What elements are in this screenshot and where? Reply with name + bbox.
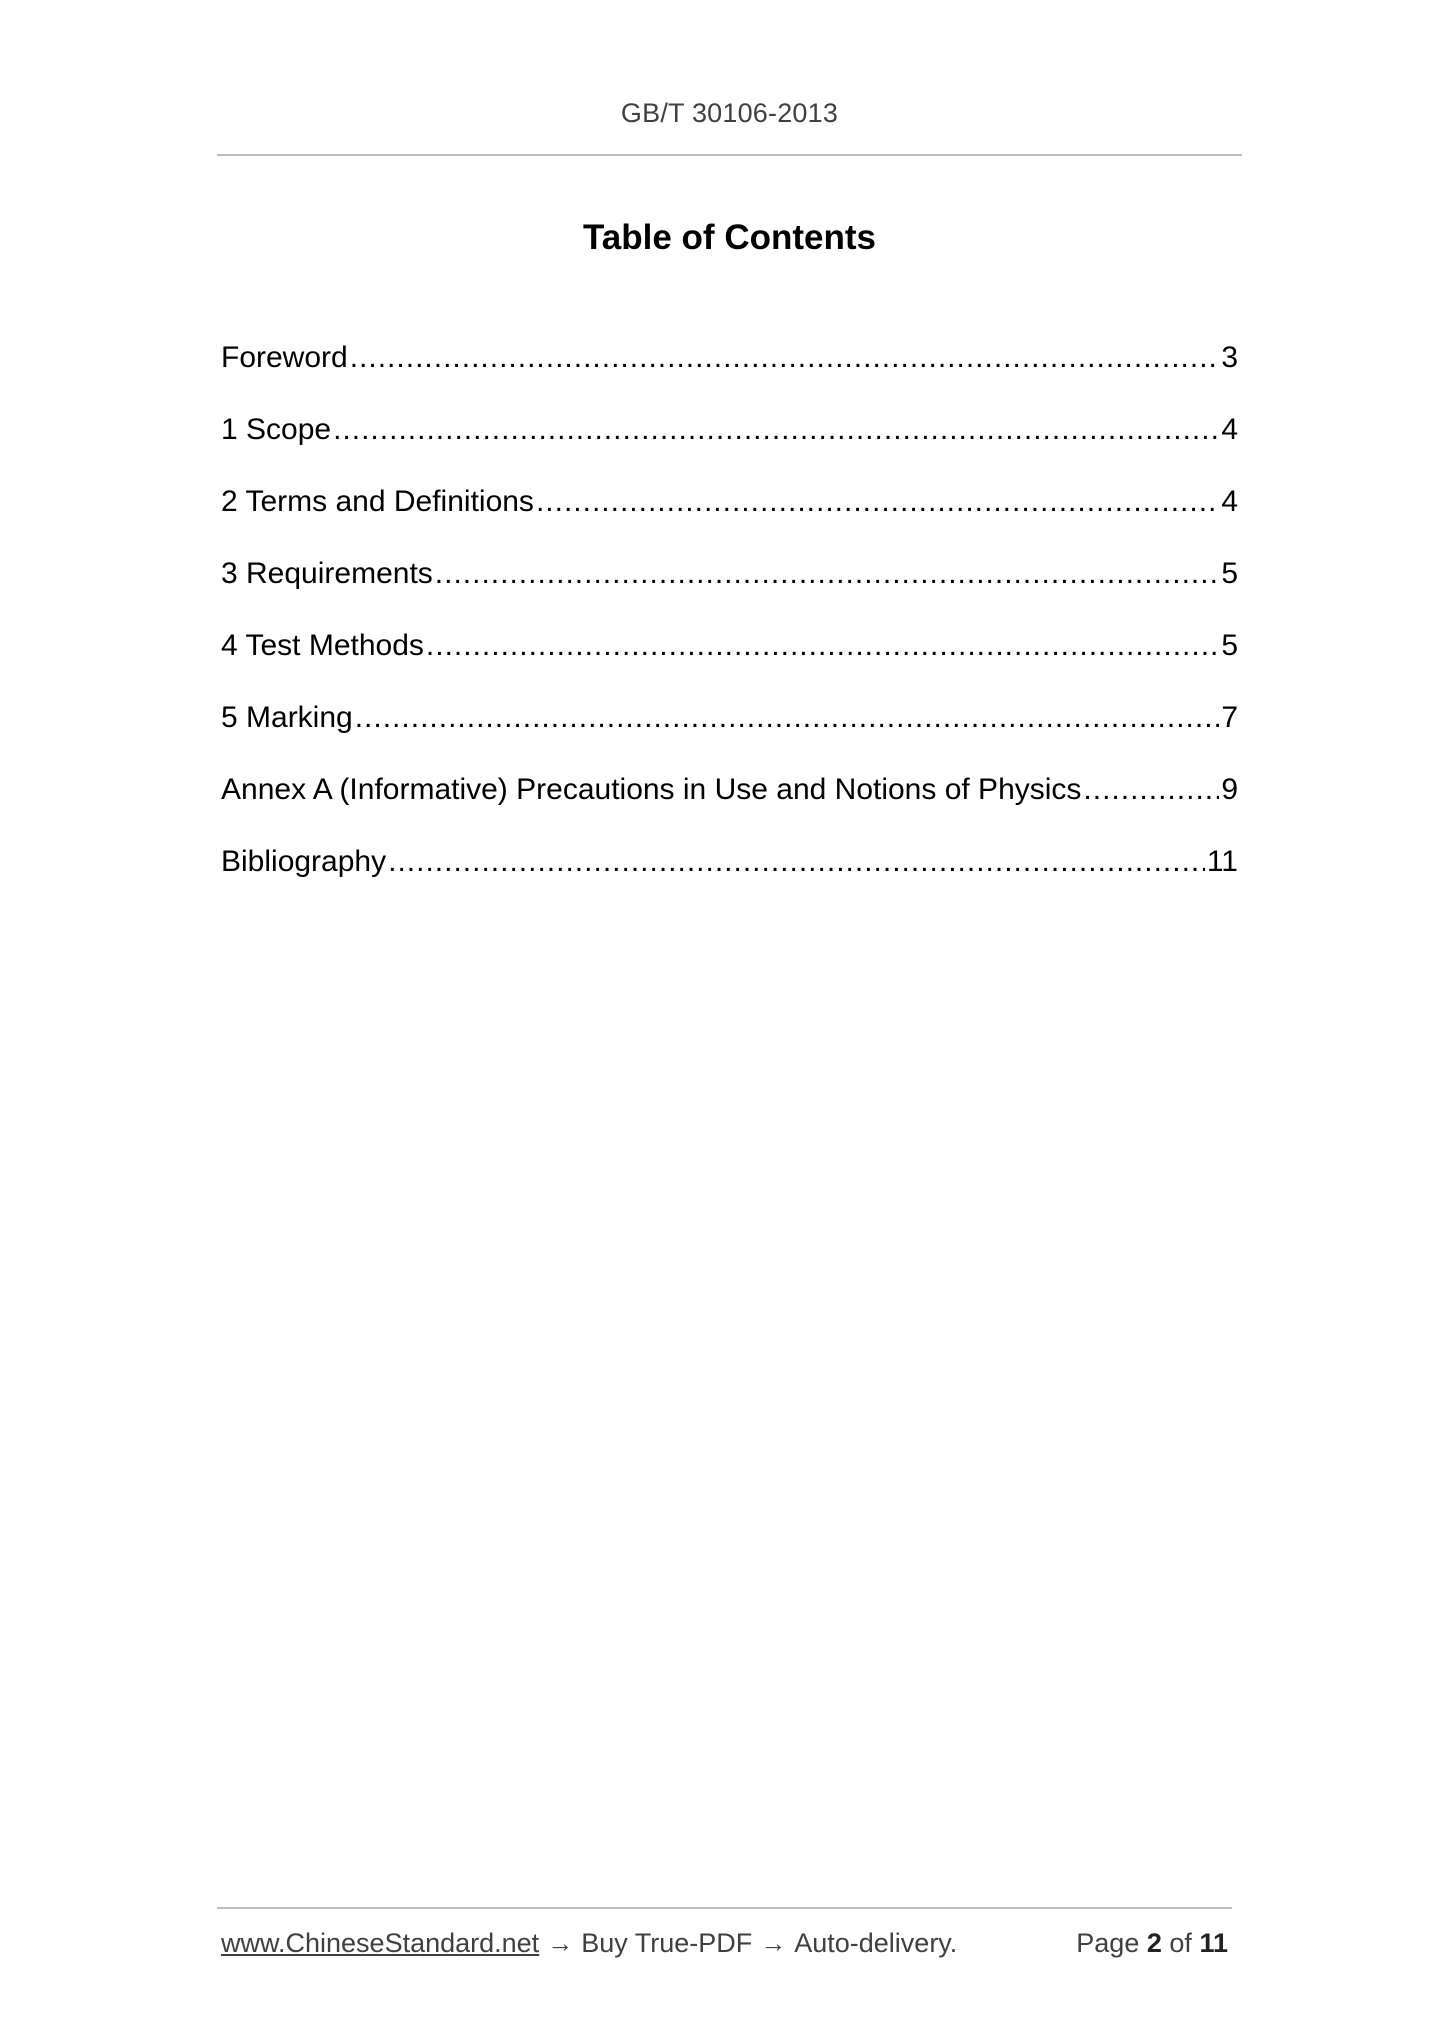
toc-dot-leader xyxy=(536,482,1219,522)
arrow-right-icon: → xyxy=(547,1928,574,1958)
toc-entry-label: Bibliography xyxy=(221,845,387,878)
toc-entry-label: 1 Scope xyxy=(221,413,332,446)
toc-entry-annex-a[interactable] xyxy=(221,770,1238,842)
toc-entry-bibliography[interactable] xyxy=(221,842,1238,914)
toc-dot-leader xyxy=(435,554,1220,594)
footer-promo xyxy=(221,1928,957,1959)
toc-entry-page: 5 xyxy=(1221,557,1238,590)
site-link[interactable]: www.ChineseStandard.net xyxy=(221,1928,540,1958)
toc-entry-page: 7 xyxy=(1221,701,1238,734)
of-word: of xyxy=(1169,1928,1192,1958)
buy-text: Buy True-PDF xyxy=(581,1928,753,1958)
page-footer xyxy=(221,1928,1232,1959)
toc-entry-page: 4 xyxy=(1221,413,1238,446)
toc-entry-requirements[interactable] xyxy=(221,554,1238,626)
toc-entry-page: 4 xyxy=(1221,485,1238,518)
toc-entry-label: Annex A (Informative) Precautions in Use and Notions of Physics xyxy=(221,773,1082,806)
toc-entry-terms-and-definitions[interactable] xyxy=(221,482,1238,554)
total-pages-number: 11 xyxy=(1199,1928,1228,1958)
toc-dot-leader xyxy=(333,410,1219,450)
toc-list xyxy=(221,338,1238,914)
toc-entry-page: 3 xyxy=(1221,341,1238,374)
page-title: Table of Contents xyxy=(583,218,876,257)
toc-dot-leader xyxy=(426,626,1219,666)
toc-entry-page: 11 xyxy=(1206,845,1238,878)
toc-dot-leader xyxy=(1083,770,1219,810)
toc-entry-foreword[interactable] xyxy=(221,338,1238,410)
toc-dot-leader xyxy=(388,842,1205,882)
toc-entry-page: 9 xyxy=(1221,773,1238,806)
toc-entry-label: 4 Test Methods xyxy=(221,629,424,662)
toc-entry-label: 5 Marking xyxy=(221,701,353,734)
toc-entry-marking[interactable] xyxy=(221,698,1238,770)
toc-entry-test-methods[interactable] xyxy=(221,626,1238,698)
header-divider xyxy=(217,154,1242,156)
current-page-number: 2 xyxy=(1146,1928,1162,1958)
toc-entry-label: Foreword xyxy=(221,341,348,374)
toc-entry-page: 5 xyxy=(1221,629,1238,662)
toc-dot-leader xyxy=(350,338,1220,378)
toc-entry-label: 2 Terms and Definitions xyxy=(221,485,534,518)
toc-entry-scope[interactable] xyxy=(221,410,1238,482)
page-counter xyxy=(1076,1928,1232,1959)
arrow-right-icon: → xyxy=(760,1928,787,1958)
page-word: Page xyxy=(1076,1928,1140,1958)
page-header-code: GB/T 30106-2013 xyxy=(620,98,839,128)
footer-divider xyxy=(217,1907,1232,1909)
toc-dot-leader xyxy=(355,698,1220,738)
delivery-text: Auto-delivery. xyxy=(794,1928,958,1958)
toc-entry-label: 3 Requirements xyxy=(221,557,433,590)
